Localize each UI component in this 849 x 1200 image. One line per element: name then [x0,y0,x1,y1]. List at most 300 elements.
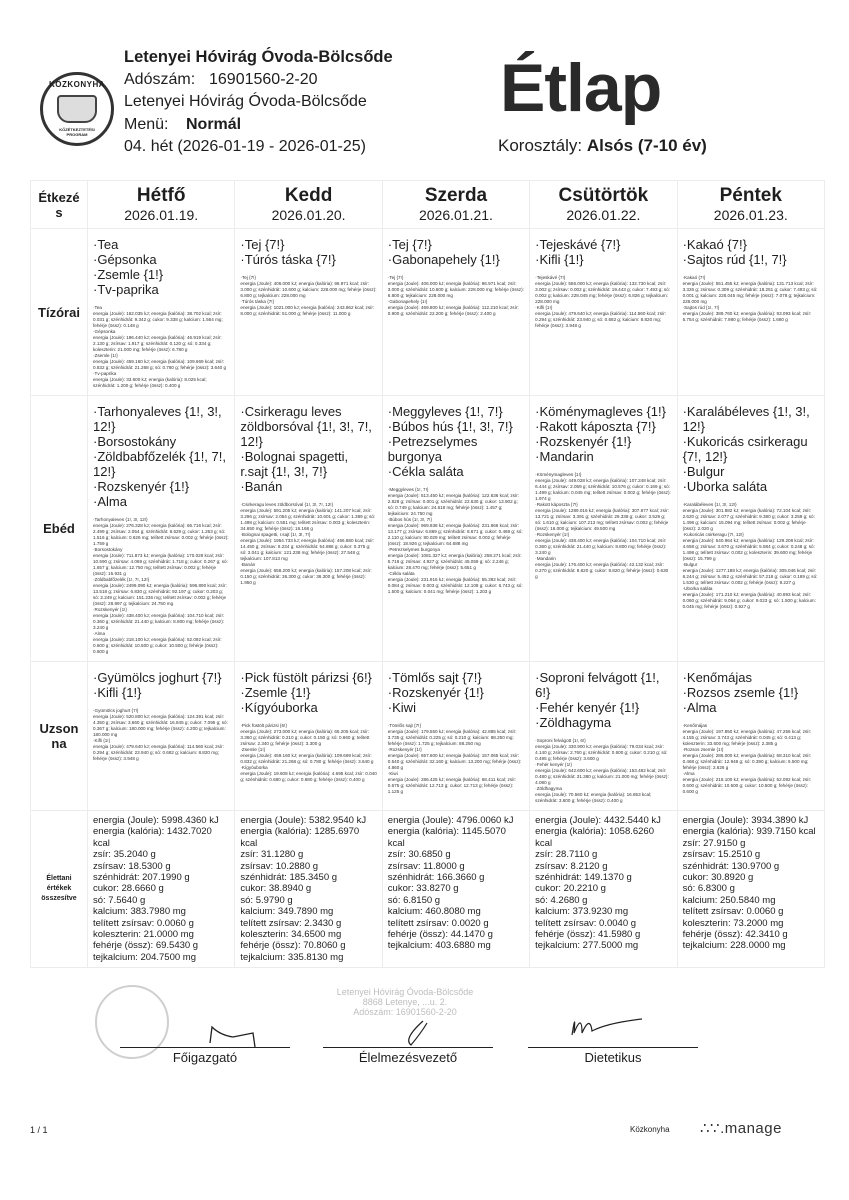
nutrition-values: energia (Joule): 969.938 kJ; energia (kalória): 231.666 kcal; zsír: 13.177 g; zsírsav: 6.869 g; szénhidrát: 8.671 g; cukor: 0.469 g; só: 2.110 g; kalcium: 80.029 mg; telített zsírsav: 0.002 g; fehérje (össz): 18.926 g; tejkalcium: 64.688 mg [387,523,523,546]
total-line: energia (Joule): 4432.5440 kJ [535,815,661,826]
day-date: 2026.01.22. [566,207,641,223]
total-line: telített zsírsav: 0.0060 g [682,906,784,918]
dish-list [93,404,229,509]
daily-totals [530,811,677,968]
nutrition-values: energia (Joule): 70.560 kJ; energia (kalória): 16.853 kcal; szénhidrát: 3.600 g; fehérje (össz): 0.400 g [535,792,652,803]
menu-table [30,180,825,968]
nutrition-dish-name: · Bolognai spagetti, r.sajt {1!, 3!, 7!} [240,532,376,538]
total-line: zsír: 28.7110 g [535,849,598,861]
dish-item: · Csirkeragu leves zöldborsóval {1!, 3!, 7!, 12!} [240,404,376,449]
nutrition-values: energia (Joule): 196.440 kJ; energia (kalória): 46.919 kcal; zsír: 2.130 g; zsírsav: 1.917 g; szénhidrát: 0.120 g; só: 0.334 g; koleszterin: 21.000 mg; fehérje (össz): 6.780 g [93,335,222,352]
dish-item: · Petrezselymes burgonya [388,434,524,464]
total-line: energia (kalória): 1285.6970 kcal [240,826,360,849]
dish-item: · Zöldbabfőzelék {1!, 7!, 12!} [93,449,229,479]
menu-cell [88,396,235,662]
menu-cell [235,662,382,811]
nutrition-values: energia (Joule): 438.400 kJ; energia (kalória): 104.710 kcal; zsír: 0.360 g; szénhidrát: 21.440 g; kalcium: 8.800 mg; fehérje (össz): 3.240 g [535,538,667,555]
nutrition-values: energia (Joule): 406.000 kJ; energia (kalória): 96.971 kcal; zsír: 3.000 g; szénhidrát: 10.600 g; kalcium: 228.000 mg; fehérje (össz): 6.800 g; tejkalcium: 228.000 mg [240,281,377,298]
dish-item: · Alma [93,494,229,509]
total-line: koleszterin: 73.2000 mg [682,917,784,929]
dish-item: · Borsostokány [93,434,229,449]
nutrition-dish-name: · Sajtos rúd {1!, 7!} [683,305,819,311]
age-label: Korosztály: [498,136,583,155]
nutrition-dish-name: · Kiwi [388,771,524,777]
total-line: cukor: 30.8920 g [682,872,754,884]
day-date: 2026.01.19. [124,207,199,223]
total-line: energia (kalória): 939.7150 kcal [682,826,816,838]
nutrition-values: energia (Joule): 479.640 kJ; energia (kalória): 114.560 kcal; zsír: 0.294 g; szénhidrát: 23.940 g; só: 0.682 g; kalcium: 8.820 mg; fehérje (össz): 3.948 g [535,311,667,328]
dish-item: · Rozsos zsemle {1!} [683,685,819,700]
dish-item: · Cékla saláta [388,464,524,479]
menu-cell [530,662,677,811]
dish-item: · Tv-paprika [93,282,229,297]
menu-label: Menü: [124,115,169,133]
nutrition-details [535,738,671,804]
nutrition-dish-name: · Zöldbabfőzelék {1!, 7!, 12!} [93,577,229,583]
total-line: só: 6.8300 g [682,883,735,895]
nutrition-values: energia (Joule): 286.425 kJ; energia (kalória): 68.411 kcal; zsír: 0.675 g; szénhidrát: 12.713 g; cukor: 12.713 g; fehérje (össz): 1.125 g [387,777,517,794]
nutrition-details [240,275,376,317]
nutrition-dish-name: · Pick füstölt párizsi {6!} [240,723,376,729]
nutrition-values: energia (Joule): 591.205 kJ; energia (kalória): 141.207 kcal; zsír: 3.296 g; zsírsav: 2.054 g; szénhidrát: 10.601 g; cukor: 1.389 g; só: 1.498 g; kalcium: 0.551 mg; telített zsírsav: 0.003 g; koleszterin: 34.650 mg; fehérje (össz): 16.168 g [240,508,376,531]
nutrition-dish-name: · Kenőmájas [683,723,819,729]
nutrition-values: energia (Joule): 657.600 kJ; energia (kalória): 157.065 kcal; zsír: 0.540 g; szénhidrát: 32.160 g; kalcium: 13.200 mg; fehérje (össz): 4.860 g [387,753,522,770]
nutrition-values: energia (Joule): 551.455 kJ; energia (kalória): 131.713 kcal; zsír: 3.326 g; zsírsav: 0.309 g; szénhidrát: 18.251 g; cukor: 7.493 g; só: 0.001 g; kalcium: 228.045 mg; fehérje (össz): 7.078 g; tejkalcium: 228.000 mg [682,281,818,304]
dish-item: · Tej {7!} [240,237,376,252]
nutrition-dish-name: · Tv-paprika [93,371,229,377]
daily-totals [88,811,235,968]
dish-item: · Rozskenyér {1!} [388,685,524,700]
nutrition-details [93,517,229,655]
total-line: fehérje (össz): 69.5430 g [93,940,199,952]
menu-cell [677,396,824,662]
nutrition-details [535,275,671,329]
org-name: Letenyei Hóvirág Óvoda-Bölcsőde [124,48,393,66]
dish-item: · Köménymagleves {1!} [535,404,671,419]
menu-cell [235,229,382,396]
total-line: fehérje (össz): 41.5980 g [535,929,641,941]
nutrition-values: energia (Joule): 176.400 kJ; energia (kalória): 42.132 kcal; zsír: 0.270 g; szénhidrát: 8.820 g; cukor: 8.820 g; fehérje (össz): 0.630 g [535,562,669,579]
nutrition-values: energia (Joule): 301.882 kJ; energia (kalória): 72.104 kcal; zsír: 2.620 g; zsírsav: 2.077 g; szénhidrát: 9.380 g; cukor: 3.259 g; só: 1.498 g; kalcium: 15.094 mg; telített zsírsav: 0.002 g; fehérje (össz): 2.020 g [682,508,815,531]
dish-item: · Rozskenyér {1!} [535,434,671,449]
total-line: zsír: 30.6850 g [387,849,451,861]
dish-item: · Tea [93,237,229,252]
page-number: 1 / 1 [30,1125,48,1135]
nutrition-dish-name: · Búbos hús {1!, 3!, 7!} [388,517,524,523]
nutrition-values: energia (Joule): 218.100 kJ; energia (kalória): 52.092 kcal; zsír: 0.600 g; szénhidrát: 10.500 g; cukor: 10.500 g; fehérje (össz): 0.600 g [93,637,222,654]
menu-cell [88,662,235,811]
dish-item: · Kifli {1!} [535,252,671,267]
nutrition-dish-name: · Tömlős sajt {7!} [388,723,524,729]
nutrition-dish-name: · Alma [683,771,819,777]
meal-row [31,396,825,662]
menu-cell [382,229,529,396]
nutrition-values: energia (Joule): 1954.733 kJ; energia (kalória): 466.880 kcal; zsír: 14.450 g; zsírsav: 8.234 g; szénhidrát: 54.886 g; cukor: 0.375 g; só: 3.041 g; kalcium: 121.238 mg; fehérje (össz): 27.548 g; tejkalcium: 107.813 mg [240,538,375,561]
dish-list [535,237,671,267]
nutrition-dish-name: · Tejeskávé {7!} [535,275,671,281]
total-line: szénhidrát: 185.3450 g [240,872,338,884]
total-line: telített zsírsav: 2.3430 g [240,917,342,929]
total-line: zsír: 27.9150 g [682,837,746,849]
nutrition-dish-name: · Zsemle {1!} [240,747,376,753]
day-name: Csütörtök [558,185,649,206]
nutrition-dish-name: · Kígyóuborka [240,765,376,771]
nutrition-details [683,502,819,610]
total-line: zsírsav: 15.2510 g [682,849,761,861]
dish-list [240,670,376,715]
dish-item: · Kígyóuborka [240,700,376,715]
dish-list [535,404,671,464]
dish-item: · Kenőmájas [683,670,819,685]
day-name: Szerda [424,185,488,206]
total-line: tejkalcium: 204.7500 mg [93,951,196,963]
dish-item: · Meggyleves {1!, 7!} [388,404,524,419]
day-header [530,181,677,229]
nutrition-details [93,708,229,762]
day-header [677,181,824,229]
dietitian-signature [562,1005,652,1045]
nutrition-values: energia (Joule): 218.100 kJ; energia (kalória): 52.092 kcal; zsír: 0.600 g; szénhidrát: 10.500 g; cukor: 10.500 g; fehérje (össz): 0.600 g [682,777,812,794]
nutrition-details [388,275,524,317]
dish-item: · Gyümölcs joghurt {7!} [93,670,229,685]
total-line: zsírsav: 11.8000 g [387,860,465,872]
meal-row [31,229,825,396]
dish-item: · Rozskenyér {1!} [93,479,229,494]
nutrition-dish-name: · Cékla saláta [388,571,524,577]
dish-item: · Gépsonka [93,252,229,267]
stamp-line: Letenyei Hóvirág Óvoda-Bölcsőde [336,987,474,997]
nutrition-values: energia (Joule): 162.035 kJ; energia (kalória): 38.702 kcal; zsír: 0.031 g; szénhidrát: 9.342 g; cukor: 9.338 g; kalcium: 1.564 mg; fehérje (össz): 0.148 g [93,311,223,328]
dish-list [93,237,229,297]
nutrition-details [388,723,524,795]
total-line: só: 4.2680 g [535,894,588,906]
food-manager-signature [395,1019,435,1047]
nutrition-dish-name: · Meggyleves {1!, 7!} [388,487,524,493]
meal-header: Étkezés [31,181,88,229]
nutrition-dish-name: · Tarhonyaleves {1!, 3!, 12!} [93,517,229,523]
totals-label: Élettani értékek összesítve [31,811,88,968]
daily-totals [382,811,529,968]
nutrition-values: energia (Joule): 1277.188 kJ; energia (kalória): 305.046 kcal; zsír: 6.244 g; zsírsav: 5.452 g; szénhidrát: 57.218 g; cukor: 0.169 g; só: 1.530 g; telített zsírsav: 0.002 g; fehérje (össz): 9.227 g [682,568,818,585]
logo-top-text: KÖZKONYHA [48,80,106,89]
totals-row [31,811,825,968]
nutrition-values: energia (Joule): 449.028 kJ; energia (kalória): 107.248 kcal; zsír: 6.444 g; zsírsav: 2.059 g; szénhidrát: 10.576 g; cukor: 0.169 g; só: 1.499 g; kalcium: 0.045 mg; telített zsírsav: 0.002 g; fehérje (össz): 1.974 g [535,478,671,501]
nutrition-values: energia (Joule): 469.800 kJ; energia (kalória): 112.210 kcal; zsír: 0.900 g; szénhidrát: 22.200 g; fehérje (össz): 2.400 g [387,305,519,316]
nutrition-dish-name: · Gépsonka [93,329,229,335]
nutrition-values: energia (Joule): 520.800 kJ; energia (kalória): 124.391 kcal; zsír: 4.350 g; zsírsav: 3.660 g; szénhidrát: 16.845 g; cukor: 7.095 g; só: 0.367 g; kalcium: 180.000 mg; fehérje (össz): 4.200 g; tejkalcium: 180.000 mg [93,714,228,737]
dish-item: · Gabonapehely {1!} [388,252,524,267]
nutrition-values: energia (Joule): 406.000 kJ; energia (kalória): 96.971 kcal; zsír: 3.000 g; szénhidrát: 10.600 g; kalcium: 228.000 mg; fehérje (össz): 6.800 g; tejkalcium: 228.000 mg [387,281,524,298]
nutrition-dish-name: · Kukoricás csirkeragu {7!, 12!} [683,532,819,538]
nutrition-dish-name: · Kifli {1!} [93,738,229,744]
menu-cell [530,229,677,396]
nutrition-values: energia (Joule): 438.400 kJ; energia (kalória): 104.710 kcal; zsír: 0.360 g; szénhidrát: 21.440 g; kalcium: 8.800 mg; fehérje (össz): 3.240 g [93,613,225,630]
week-range: 04. hét (2026-01-19 - 2026-01-25) [124,138,366,155]
nutrition-dish-name: · Kakaó {7!} [683,275,819,281]
dish-item: · Pick füstölt párizsi {6!} [240,670,376,685]
dish-list [388,237,524,267]
org-name-2: Letenyei Hóvirág Óvoda-Bölcsőde [124,93,367,110]
total-line: energia (Joule): 3934.3890 kJ [682,815,809,826]
dish-item: · Tej {7!} [388,237,524,252]
total-line: cukor: 20.2210 g [535,883,606,895]
signature-food-manager: Élelmezésvezető [323,1047,493,1066]
dish-list [240,237,376,267]
daily-totals [677,811,824,968]
dish-item: · Rakott káposzta {7!} [535,419,671,434]
nutrition-values: energia (Joule): 330.900 kJ; energia (kalória): 79.034 kcal; zsír: 4.140 g; zsírsav: 2.760 g; szénhidrát: 0.600 g; cukor: 0.210 g; só: 0.495 g; fehérje (össz): 3.600 g [535,744,668,761]
total-line: zsír: 31.1280 g [240,849,304,861]
nutrition-values: energia (Joule): 197.850 kJ; energia (kalória): 47.256 kcal; zsír: 4.155 g; zsírsav: 3.743 g; szénhidrát: 0.045 g; só: 0.413 g; koleszterin: 33.600 mg; fehérje (össz): 2.385 g [682,729,812,746]
dish-item: · Zsemle {1!} [93,267,229,282]
menu-cell [677,229,824,396]
dish-item: · Tömlős sajt {7!} [388,670,524,685]
director-signature [205,1005,265,1049]
dish-list [388,404,524,479]
total-line: só: 5.9790 g [240,894,293,906]
meal-label: Uzsonna [31,662,88,811]
dish-item: · Kakaó {7!} [683,237,819,252]
total-line: kalcium: 349.7890 mg [240,906,334,918]
nutrition-dish-name: · Tej {7!} [388,275,524,281]
total-line: telített zsírsav: 0.0060 g [93,917,194,929]
day-header-row [31,181,825,229]
tax-label: Adószám: [124,70,196,88]
menu-cell [382,662,529,811]
total-line: energia (Joule): 5998.4360 kJ [93,815,219,826]
kozkonyha-logo [40,72,114,146]
day-date: 2026.01.23. [713,207,788,223]
nutrition-values: energia (Joule): 33.600 kJ; energia (kalória): 8.025 kcal; szénhidrát: 1.200 g; fehérje (össz): 0.400 g [93,377,207,388]
nutrition-dish-name: · Túrós táska {7!} [240,299,376,305]
menu-cell [382,396,529,662]
day-date: 2026.01.21. [418,207,493,223]
nutrition-values: energia (Joule): 658.200 kJ; energia (kalória): 157.208 kcal; zsír: 0.150 g; szénhidrát: 36.300 g; cukor: 36.300 g; fehérje (össz): 1.950 g [240,568,372,585]
nutrition-values: energia (Joule): 286.000 kJ; energia (kalória): 68.310 kcal; zsír: 0.468 g; szénhidrát: 12.948 g; só: 0.390 g; kalcium: 6.500 mg; fehérje (össz): 2.626 g [682,753,812,770]
manage-logo: ∴∵.manage [700,1120,782,1137]
nutrition-values: energia (Joule): 642.600 kJ; energia (kalória): 153.482 kcal; zsír: 0.480 g; szénhidrát: 31.380 g; kalcium: 21.000 mg; fehérje (össz): 4.080 g [535,768,669,785]
signature-area [0,985,849,1185]
dish-item: · Tarhonyaleves {1!, 3!, 12!} [93,404,229,434]
nutrition-dish-name: · Bulgur [683,562,819,568]
dish-item: · Karalábéleves {1!, 3!, 12!} [683,404,819,434]
age-value: Alsós (7-10 év) [586,136,707,155]
day-name: Péntek [719,185,782,206]
total-line: kalcium: 373.9230 mg [535,906,629,918]
nutrition-dish-name: · Rozsos zsemle {1!} [683,747,819,753]
nutrition-values: energia (Joule): 556.000 kJ; energia (kalória): 132.730 kcal; zsír: 3.002 g; zsírsav: 0.002 g; szénhidrát: 19.443 g; cukor: 7.493 g; só: 0.002 g; kalcium: 228.045 mg; fehérje (össz): 6.826 g; tejkalcium: 228.000 mg [535,281,671,304]
dish-list [683,237,819,267]
menu-cell [88,229,235,396]
nutrition-values: energia (Joule): 540.964 kJ; energia (kalória): 129.208 kcal; zsír: 4.658 g; zsírsav: 3.670 g; szénhidrát: 5.584 g; cukor: 0.248 g; só: 1.498 g; telített zsírsav: 0.002 g; koleszterin: 39.600 mg; fehérje (össz): 15.799 g [682,538,815,561]
dish-item: · Bulgur [683,464,819,479]
dish-item: · Bolognai spagetti, r.sajt {1!, 3!, 7!} [240,449,376,479]
stamp-line: Adószám: 16901560-2-20 [353,1007,457,1017]
nutrition-dish-name: · Rakott káposzta {7!} [535,502,671,508]
total-line: energia (kalória): 1432.7020 kcal [93,826,212,849]
total-line: energia (kalória): 1058.6260 kcal [535,826,655,849]
nutrition-dish-name: · Banán [240,562,376,568]
total-line: tejkalcium: 403.6880 mg [387,940,491,952]
stamp-line: 8868 Letenye, ...u. 2. [362,997,448,1007]
dish-list [240,404,376,494]
total-line: szénhidrát: 166.3660 g [387,872,485,884]
total-line: energia (Joule): 5382.9540 kJ [240,815,367,826]
total-line: energia (Joule): 4796.0060 kJ [387,815,514,826]
total-line: koleszterin: 21.0000 mg [93,929,194,941]
menu-cell [530,396,677,662]
daily-totals [235,811,382,968]
nutrition-values: energia (Joule): 179.550 kJ; energia (kalória): 42.885 kcal; zsír: 3.735 g; szénhidrát: 0.225 g; só: 0.210 g; kalcium: 88.250 mg; fehérje (össz): 1.725 g; tejkalcium: 88.250 mg [387,729,517,746]
header-info [124,46,484,159]
nutrition-dish-name: · Tea [93,305,229,311]
pot-icon [57,95,97,123]
nutrition-dish-name: · Tej {7!} [240,275,376,281]
dish-item: · Mandarin [535,449,671,464]
dish-item: · Soproni felvágott {1!, 6!} [535,670,671,700]
meal-label: Tízórai [31,229,88,396]
nutrition-details [240,723,376,783]
nutrition-dish-name: · Borsostokány [93,547,229,553]
total-line: fehérje (össz): 44.1470 g [387,929,493,941]
total-line: szénhidrát: 207.1990 g [93,872,190,884]
day-name: Kedd [284,185,333,206]
nutrition-dish-name: · Karalábéleves {1!, 3!, 12!} [683,502,819,508]
institution-stamp [320,987,490,1017]
meal-label: Ebéd [31,396,88,662]
nutrition-details [388,487,524,595]
total-line: zsír: 35.2040 g [93,849,156,861]
nutrition-dish-name: · Gabonapehely {1!} [388,299,524,305]
page-title: Étlap [500,50,662,126]
nutrition-dish-name: · Petrezselymes burgonya [388,547,524,553]
total-line: telített zsírsav: 0.0040 g [535,917,637,929]
day-date: 2026.01.20. [271,207,346,223]
nutrition-dish-name: · Rozskenyér {1!} [388,747,524,753]
total-line: só: 7.5640 g [93,894,146,906]
nutrition-values: energia (Joule): 479.640 kJ; energia (kalória): 114.560 kcal; zsír: 0.294 g; szénhidrát: 23.940 g; só: 0.682 g; kalcium: 8.820 mg; fehérje (össz): 3.948 g [93,744,224,761]
nutrition-values: energia (Joule): 19.608 kJ; energia (kalória): 4.695 kcal; zsír: 0.040 g; szénhidrát: 0.680 g; cukor: 0.680 g; fehérje (össz): 0.400 g [240,771,377,782]
nutrition-dish-name: · Uborka saláta [683,586,819,592]
nutrition-values: energia (Joule): 171.210 kJ; energia (kalória): 40.893 kcal; zsír: 0.060 g; szénhidrát: 9.064 g; cukor: 9.023 g; só: 1.500 g; kalcium: 0.045 mg; fehérje (össz): 0.927 g [682,592,816,609]
total-line: cukor: 33.8270 g [387,883,459,895]
nutrition-details [240,502,376,586]
menu-cell [677,662,824,811]
nutrition-dish-name: · Csirkeragu leves zöldborsóval {1!, 3!, 7!, 12!} [240,502,376,508]
nutrition-dish-name: · Fehér kenyér {1!} [535,762,671,768]
dish-item: · Kifli {1!} [93,685,229,700]
dish-item: · Búbos hús {1!, 3!, 7!} [388,419,524,434]
nutrition-values: energia (Joule): 276.328 kJ; energia (kalória): 66.716 kcal; zsír: 2.499 g; zsírsav: 2.054 g; szénhidrát: 8.629 g; cukor: 1.263 g; só: 1.516 g; kalcium: 0.626 mg; telített zsírsav: 0.002 g; fehérje (össz): 1.759 g [93,523,229,546]
nutrition-dish-name: · Gyümölcs joghurt {7!} [93,708,229,714]
nutrition-values: energia (Joule): 2499.090 kJ; energia (kalória): 596.890 kcal; zsír: 13.518 g; zsírsav: 6.830 g; szénhidrát: 92.197 g; cukor: 0.203 g; só: 2.249 g; kalcium: 151.236 mg; telített zsírsav: 0.002 g; fehérje (össz): 28.897 g; tejkalcium: 24.750 mg [93,583,227,606]
nutrition-values: energia (Joule): 1021.000 kJ; energia (kalória): 243.862 kcal; zsír: 8.000 g; szénhidrát: 51.000 g; fehérje (össz): 11.000 g [240,305,375,316]
total-line: kalcium: 250.5840 mg [682,894,776,906]
dish-item: · Uborka saláta [683,479,819,494]
total-line: fehérje (össz): 42.3410 g [682,929,788,941]
dish-item: · Kiwi [388,700,524,715]
dish-item: · Banán [240,479,376,494]
day-header [235,181,382,229]
menu-cell [235,396,382,662]
dish-item: · Zöldhagyma [535,715,671,730]
signature-dietitian: Dietetikus [528,1047,698,1066]
total-line: fehérje (össz): 70.8060 g [240,940,346,952]
nutrition-values: energia (Joule): 231.916 kJ; energia (kalória): 55.392 kcal; zsír: 0.084 g; zsírsav: 0.003 g; szénhidrát: 12.108 g; cukor: 6.743 g; só: 1.500 g; kalcium: 0.041 mg; fehérje (össz): 1.203 g [387,577,523,594]
total-line: tejkalcium: 228.0000 mg [682,940,786,952]
total-line: só: 6.8150 g [387,894,441,906]
day-header [382,181,529,229]
nutrition-values: energia (Joule): 1289.016 kJ; energia (kalória): 307.877 kcal; zsír: 13.721 g; zsírsav: 3.391 g; szénhidrát: 29.338 g; cukor: 3.529 g; só: 1.610 g; kalcium: 107.213 mg; telített zsírsav: 0.002 g; fehérje (össz): 16.000 g; tejkalcium: 49.500 mg [535,508,669,531]
dish-item: · Tejeskávé {7!} [535,237,671,252]
day-header [88,181,235,229]
total-line: tejkalcium: 335.8130 mg [240,951,344,963]
total-line: tejkalcium: 277.5000 mg [535,940,639,952]
nutrition-dish-name: · Köménymagleves {1!} [535,472,671,478]
total-line: szénhidrát: 130.9700 g [682,860,780,872]
nutrition-details [683,275,819,323]
dish-item: · Alma [683,700,819,715]
nutrition-details [93,305,229,389]
dish-item: · Zsemle {1!} [240,685,376,700]
total-line: zsírsav: 10.2880 g [240,860,319,872]
tax-number: 16901560-2-20 [209,70,318,88]
nutrition-details [683,723,819,795]
dish-list [388,670,524,715]
nutrition-dish-name: · Kifli {1!} [535,305,671,311]
total-line: telített zsírsav: 0.0020 g [387,917,489,929]
nutrition-dish-name: · Soproni felvágott {1!, 6!} [535,738,671,744]
meal-row [31,662,825,811]
dish-list [683,670,819,715]
nutrition-dish-name: · Zöldhagyma [535,786,671,792]
nutrition-values: energia (Joule): 389.760 kJ; energia (kalória): 93.093 kcal; zsír: 5.754 g; szénhidrát: 7.980 g; fehérje (össz): 1.680 g [682,311,812,322]
total-line: cukor: 38.8940 g [240,883,312,895]
total-line: kalcium: 460.8080 mg [387,906,481,918]
nutrition-values: energia (Joule): 459.160 kJ; energia (kalória): 109.669 kcal; zsír: 0.832 g; szénhidrát: 21.268 g; só: 0.780 g; fehérje (össz): 3.640 g [240,753,374,764]
dish-list [535,670,671,730]
dish-item: · Túrós táska {7!} [240,252,376,267]
total-line: zsírsav: 8.2120 g [535,860,608,872]
total-line: kalcium: 383.7980 mg [93,906,186,918]
total-line: zsírsav: 18.5300 g [93,860,171,872]
dish-item: · Fehér kenyér {1!} [535,700,671,715]
day-name: Hétfő [136,185,186,206]
nutrition-values: energia (Joule): 711.873 kJ; energia (kalória): 170.028 kcal; zsír: 10.590 g; zsírsav: 4.069 g; szénhidrát: 1.718 g; cukor: 0.267 g; só: 1.657 g; kalcium: 12.750 mg; telített zsírsav: 0.002 g; fehérje (össz): 15.931 g [93,553,228,576]
total-line: cukor: 28.6660 g [93,883,164,895]
dish-item: · Kukoricás csirkeragu {7!, 12!} [683,434,819,464]
nutrition-values: energia (Joule): 1081.327 kJ; energia (kalória): 258.271 kcal; zsír: 5.716 g; zsírsav: 4.927 g; szénhidrát: 45.059 g; só: 2.246 g; kalcium: 28.470 mg; fehérje (össz): 5.651 g [387,553,522,570]
nutrition-dish-name: · Alma [93,631,229,637]
dish-list [93,670,229,700]
total-line: szénhidrát: 149.1370 g [535,872,632,884]
nutrition-details [535,472,671,580]
logo-bottom-text: KÖZÉTKEZTETÉSI PROGRAM [59,127,95,137]
total-line: koleszterin: 34.6500 mg [240,929,342,941]
dish-list [683,404,819,494]
footer-brand: Közkonyha [630,1125,670,1134]
dish-item: · Sajtos rúd {1!, 7!} [683,252,819,267]
age-group [498,136,707,156]
nutrition-dish-name: · Zsemle {1!} [93,353,229,359]
nutrition-values: energia (Joule): 459.160 kJ; energia (kalória): 109.669 kcal; zsír: 0.832 g; szénhidrát: 21.268 g; só: 0.780 g; fehérje (össz): 3.640 g [93,359,227,370]
nutrition-dish-name: · Rozskenyér {1!} [535,532,671,538]
menu-value: Normál [186,115,242,133]
nutrition-dish-name: · Rozskenyér {1!} [93,607,229,613]
nutrition-values: energia (Joule): 513.450 kJ; energia (kalória): 122.636 kcal; zsír: 2.828 g; zsírsav: 0.001 g; szénhidrát: 22.630 g; cukor: 13.902 g; só: 0.749 g; kalcium: 24.618 mg; fehérje (össz): 1.457 g; tejkalcium: 24.750 mg [387,493,520,516]
nutrition-values: energia (Joule): 273.000 kJ; energia (kalória): 65.205 kcal; zsír: 3.360 g; szénhidrát: 0.210 g; cukor: 0.150 g; só: 0.660 g; telített zsírsav: 2.340 g; fehérje (össz): 3.300 g [240,729,370,746]
total-line: energia (kalória): 1145.5070 kcal [387,826,506,849]
